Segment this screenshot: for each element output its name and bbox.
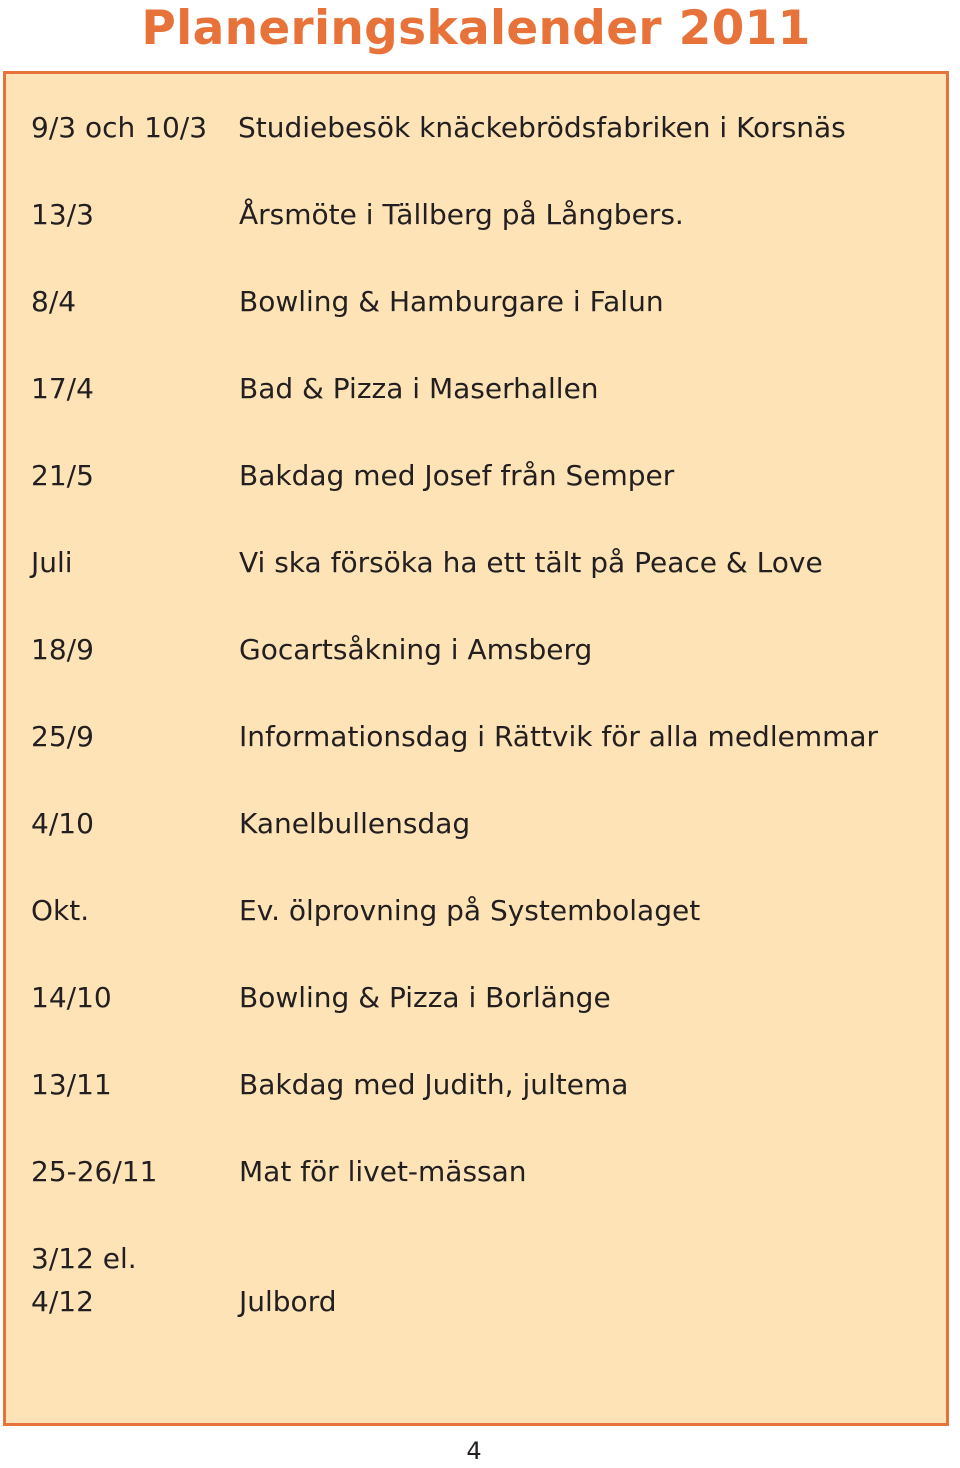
event-description: Årsmöte i Tällberg på Långbers. xyxy=(239,198,684,231)
event-date: 21/5 xyxy=(31,459,94,492)
event-description: Bowling & Hamburgare i Falun xyxy=(239,285,664,318)
event-date: 25/9 xyxy=(31,720,94,753)
event-description: Bakdag med Josef från Semper xyxy=(239,459,675,492)
event-date: 4/10 xyxy=(31,807,94,840)
event-date: 17/4 xyxy=(31,372,94,405)
event-date: Okt. xyxy=(31,894,90,927)
page-title: Planeringskalender 2011 xyxy=(141,1,811,56)
event-date-line: 4/12 xyxy=(31,1285,94,1318)
event-description: Bowling & Pizza i Borlänge xyxy=(239,981,611,1014)
event-date: 18/9 xyxy=(31,633,94,666)
event-description: Studiebesök knäckebrödsfabriken i Korsnäs xyxy=(238,111,846,144)
event-description: Gocartsåkning i Amsberg xyxy=(239,633,593,666)
event-description: Ev. ölprovning på Systembolaget xyxy=(239,894,701,927)
event-description: Kanelbullensdag xyxy=(239,807,471,840)
event-date: 13/11 xyxy=(31,1068,112,1101)
event-date xyxy=(31,1237,137,1323)
event-date: 13/3 xyxy=(31,198,94,231)
event-date: 8/4 xyxy=(31,285,77,318)
calendar-box xyxy=(3,71,949,1426)
event-date: 25-26/11 xyxy=(31,1155,158,1188)
page-number: 4 xyxy=(466,1437,482,1465)
event-date-line: 3/12 el. xyxy=(31,1242,137,1275)
event-description: Julbord xyxy=(239,1285,337,1318)
event-description: Mat för livet-mässan xyxy=(239,1155,527,1188)
event-date: 9/3 och 10/3 xyxy=(31,111,208,144)
event-description: Vi ska försöka ha ett tält på Peace & Love xyxy=(239,546,823,579)
event-description: Bakdag med Judith, jultema xyxy=(239,1068,629,1101)
event-description: Bad & Pizza i Maserhallen xyxy=(239,372,599,405)
event-date: Juli xyxy=(31,546,73,579)
event-date: 14/10 xyxy=(31,981,112,1014)
event-description: Informationsdag i Rättvik för alla medlemmar xyxy=(239,720,879,753)
